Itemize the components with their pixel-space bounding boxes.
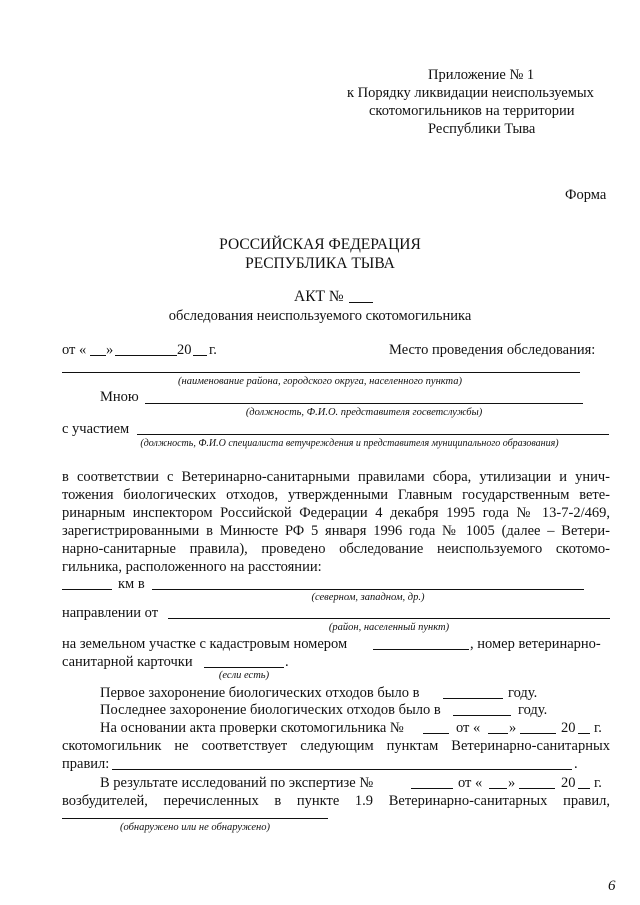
body-line-1: в соответствии с Ветеринарно-санитарными правилами сбора, утилизации и унич- bbox=[62, 469, 610, 485]
header-country: РОССИЙСКАЯ ФЕДЕРАЦИЯ bbox=[219, 236, 421, 253]
result-year-blank bbox=[578, 788, 590, 789]
basis-day-blank bbox=[488, 733, 508, 734]
distance-blank bbox=[62, 589, 112, 590]
direction-line bbox=[152, 589, 584, 590]
result-text: В результате исследований по экспертизе № bbox=[100, 775, 374, 791]
body-line-6: гильника, расположенного на расстоянии: bbox=[62, 559, 322, 575]
act-title: АКТ № bbox=[294, 288, 344, 305]
form-label: Форма bbox=[565, 187, 607, 203]
header-republic: РЕСПУБЛИКА ТЫВА bbox=[245, 255, 395, 272]
caption-direction: (северном, западном, др.) bbox=[311, 592, 425, 603]
basis-year-blank bbox=[578, 733, 590, 734]
caption-found: (обнаружено или не обнаружено) bbox=[119, 822, 271, 833]
body-line-5: нарно-санитарные правила), проведено обследование неиспользуемого скотомо- bbox=[62, 541, 610, 557]
result-quote-close: » bbox=[508, 775, 516, 791]
first-burial-year-blank bbox=[443, 698, 503, 699]
body-line-3: ринарным инспектором Российской Федерации 4 декабря 1995 года № 13-7-2/469, bbox=[62, 505, 610, 521]
with-participation-label: с участием bbox=[62, 421, 130, 437]
district-line bbox=[62, 372, 580, 373]
basis-number-blank bbox=[423, 733, 449, 734]
direction-from-line bbox=[168, 618, 610, 619]
appendix-line-3: скотомогильников на территории bbox=[369, 103, 575, 119]
cadastral-number-blank bbox=[373, 649, 469, 650]
result-g: г. bbox=[594, 775, 602, 791]
date-from: от « bbox=[62, 342, 87, 358]
rules-dot: . bbox=[574, 756, 578, 772]
caption-district: (наименование района, городского округа, населенного пункта) bbox=[177, 376, 463, 387]
by-me-label: Мною bbox=[100, 389, 139, 405]
result-number-blank bbox=[411, 788, 453, 789]
date-day-blank bbox=[90, 355, 106, 356]
basis-year-prefix: 20 bbox=[561, 720, 576, 736]
vet-card-dot: . bbox=[285, 654, 289, 670]
rules-line bbox=[112, 769, 572, 770]
date-year-prefix: 20 bbox=[177, 342, 192, 358]
appendix-line-2: к Порядку ликвидации неиспользуемых bbox=[347, 85, 594, 101]
direction-prefix: направлении от bbox=[62, 605, 159, 621]
date-quote-close: » bbox=[106, 342, 114, 358]
date-g: г. bbox=[209, 342, 217, 358]
caption-if-any: (если есть) bbox=[218, 670, 270, 681]
vet-card-blank bbox=[204, 667, 284, 668]
last-burial-year-blank bbox=[453, 715, 511, 716]
caption-district-2: (район, населенный пункт) bbox=[328, 622, 450, 633]
basis-from: от « bbox=[456, 720, 481, 736]
vet-card-label: санитарной карточки bbox=[62, 654, 193, 670]
basis-text: На основании акта проверки скотомогильника № bbox=[100, 720, 404, 736]
last-burial-text: Последнее захоронение биологических отходов было в bbox=[100, 702, 441, 718]
appendix-line-1: Приложение № 1 bbox=[428, 67, 535, 83]
basis-quote-close: » bbox=[509, 720, 517, 736]
body-line-4: зарегистрированными в Минюсте РФ 5 января 1996 года № 1005 (далее – Ветери- bbox=[62, 523, 610, 539]
cadastral-text-b: , номер ветеринарно- bbox=[470, 636, 601, 652]
date-month-blank bbox=[115, 355, 177, 356]
date-year-blank bbox=[193, 355, 207, 356]
rules-label: правил: bbox=[62, 756, 110, 772]
found-line bbox=[62, 818, 328, 819]
pathogens-text: возбудителей, перечисленных в пункте 1.9 Ветеринарно-санитарных правил, bbox=[62, 793, 610, 809]
caption-official: (должность, Ф.И.О. представителя госветслужбы) bbox=[245, 407, 483, 418]
first-burial-text: Первое захоронение биологических отходов было в bbox=[100, 685, 420, 701]
participants-line bbox=[137, 434, 609, 435]
last-burial-year-word: году. bbox=[518, 702, 548, 718]
body-line-2: тожения биологических отходов, утвержденными Главным государственным вете- bbox=[62, 487, 610, 503]
page-number: 6 bbox=[608, 878, 616, 894]
result-month-blank bbox=[519, 788, 555, 789]
appendix-line-4: Республики Тыва bbox=[428, 121, 536, 137]
act-number-blank bbox=[349, 302, 373, 303]
noncompliance-text: скотомогильник не соответствует следующим пунктам Ветеринарно-санитарных bbox=[62, 738, 610, 754]
cadastral-text-a: на земельном участке с кадастровым номером bbox=[62, 636, 348, 652]
act-subtitle: обследования неиспользуемого скотомогильника bbox=[168, 308, 472, 324]
result-year-prefix: 20 bbox=[561, 775, 576, 791]
first-burial-year-word: году. bbox=[508, 685, 538, 701]
basis-month-blank bbox=[520, 733, 556, 734]
result-day-blank bbox=[489, 788, 507, 789]
caption-participants: (должность, Ф.И.О специалиста ветучреждения и представителя муниципального образования) bbox=[140, 438, 559, 449]
place-label: Место проведения обследования: bbox=[389, 342, 596, 358]
basis-g: г. bbox=[594, 720, 602, 736]
official-line bbox=[145, 403, 583, 404]
result-from: от « bbox=[458, 775, 483, 791]
km-label: км в bbox=[118, 576, 145, 592]
